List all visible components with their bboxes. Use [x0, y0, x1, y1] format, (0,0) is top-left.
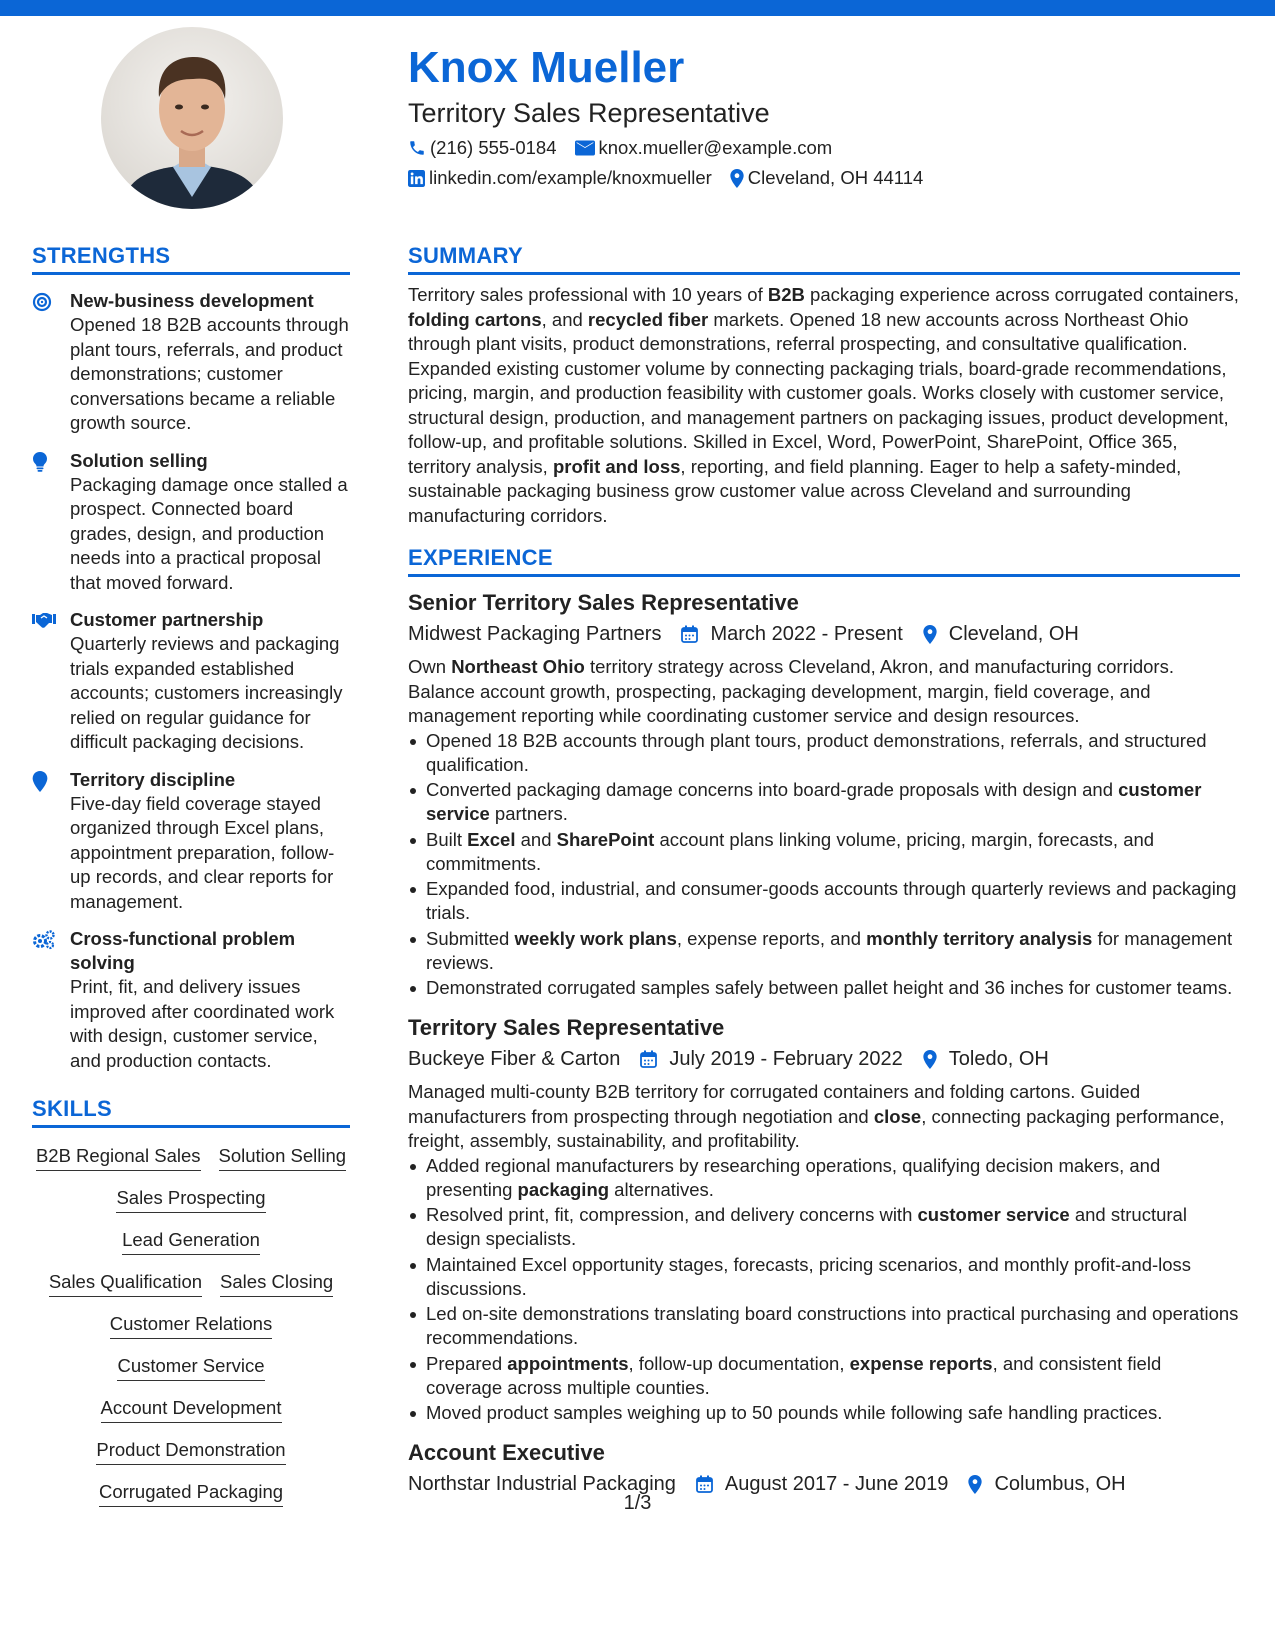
bullet-item: Converted packaging damage concerns into board-grade proposals with design and customer service partners.: [408, 778, 1240, 826]
skill-tag: Sales Prospecting: [116, 1186, 265, 1213]
job-dates: July 2019 - February 2022: [669, 1048, 903, 1070]
job-title: Territory Sales Representative: [408, 1015, 725, 1040]
job-company: Midwest Packaging Partners: [408, 623, 662, 645]
candidate-title: Territory Sales Representative: [408, 98, 770, 128]
job-bullets: [408, 729, 1240, 1001]
skill-tag: Sales Qualification: [49, 1270, 202, 1297]
email-icon: [575, 140, 595, 156]
job-location: Cleveland, OH: [948, 623, 1079, 645]
strength-title: Customer partnership: [70, 609, 264, 630]
phone-contact[interactable]: [408, 136, 557, 160]
strength-title: Solution selling: [70, 449, 208, 471]
strength-title: Cross-functional problem solving: [70, 928, 296, 973]
map-pin-icon: [730, 169, 744, 188]
strength-title: New-business development: [70, 290, 314, 311]
location-contact: [730, 166, 924, 190]
strength-desc: Print, fit, and delivery issues improved after coordinated work with design, customer service, and production contacts.: [70, 976, 335, 1071]
skills-list: [32, 1144, 350, 1507]
linkedin-text: linkedin.com/example/knoxmueller: [429, 167, 712, 188]
job-dates: August 2017 - June 2019: [724, 1473, 949, 1495]
job-title: Account Executive: [408, 1440, 605, 1465]
bullet-item: Maintained Excel opportunity stages, forecasts, pricing scenarios, and monthly profit-and-loss discussions.: [408, 1253, 1240, 1301]
skill-tag: Product Demonstration: [96, 1438, 285, 1465]
skill-tag: Customer Service: [117, 1354, 264, 1381]
map-pin-icon: [923, 1050, 937, 1069]
summary-text: Territory sales professional with 10 years of B2B packaging experience across corrugated containers, folding cartons, and recycled fiber markets. Opened 18 new accounts across Northeast Ohio through plant visits, product demonstrations, referral prospecting, and consultative qualification. Expanded existing customer volume by connecting packaging trials, board-grade recommendations, pricing, margin, and production feasibility with customer goals. Works closely with customer service, structural design, production, and management partners on packaging issues, product development, follow-up, and profitable solutions. Skilled in Excel, Word, PowerPoint, SharePoint, Office 365, territory analysis, profit and loss, reporting, and field planning. Eager to help a safety-minded, sustainable packaging business grow customer value across Cleveland and surrounding manufacturing corridors.: [408, 284, 1239, 526]
strength-desc: Packaging damage once stalled a prospect. Connected board grades, design, and production needs into a practical proposal that moved forward.: [70, 473, 348, 593]
calendar-icon: [696, 1475, 713, 1493]
bullet-item: Expanded food, industrial, and consumer-goods accounts through quarterly reviews and packaging trials.: [408, 877, 1240, 925]
handshake-icon: [32, 611, 56, 629]
bullet-item: Submitted weekly work plans, expense reports, and monthly territory analysis for management reviews.: [408, 927, 1240, 975]
skill-tag: B2B Regional Sales: [36, 1144, 201, 1171]
skill-tag: Account Development: [101, 1396, 282, 1423]
strength-desc: Quarterly reviews and packaging trials expanded established accounts; customers increasingly relied on regular guidance for difficult packaging decisions.: [70, 633, 343, 752]
skill-tag: Corrugated Packaging: [99, 1480, 283, 1507]
phone-text: (216) 555-0184: [430, 137, 557, 158]
strength-item: [32, 449, 350, 596]
bullet-item: Resolved print, fit, compression, and delivery concerns with customer service and structural design specialists.: [408, 1203, 1240, 1251]
page-number: 1/3: [623, 1492, 652, 1514]
strength-title: Territory discipline: [70, 768, 236, 790]
experience-heading: EXPERIENCE: [408, 544, 1240, 577]
skill-tag: Sales Closing: [220, 1270, 333, 1297]
contact-row-2: [408, 166, 1238, 190]
strength-desc: Five-day field coverage stayed organized through Excel plans, appointment preparation, follow-up records, and clear reports for management.: [70, 792, 335, 912]
top-accent-bar: [0, 0, 1275, 16]
job-company: Buckeye Fiber & Carton: [408, 1048, 621, 1070]
lightbulb-icon: [32, 452, 48, 472]
email-text: knox.mueller@example.com: [598, 137, 833, 158]
strength-item: [32, 768, 350, 915]
location-text: Cleveland, OH 44114: [747, 167, 924, 188]
job-entry: [408, 1439, 1240, 1497]
bullet-item: Demonstrated corrugated samples safely between pallet height and 36 inches for customer teams.: [408, 976, 1240, 1000]
job-company: Northstar Industrial Packaging: [408, 1473, 676, 1495]
summary-heading: SUMMARY: [408, 242, 1240, 275]
bullet-item: Moved product samples weighing up to 50 pounds while following safe handling practices.: [408, 1401, 1240, 1425]
bullet-item: Built Excel and SharePoint account plans linking volume, pricing, margin, forecasts, and commitments.: [408, 828, 1240, 876]
job-bullets: [408, 1154, 1240, 1426]
skill-tag: Solution Selling: [219, 1144, 347, 1171]
job-meta: [408, 1046, 1240, 1072]
skill-tag: Customer Relations: [110, 1312, 272, 1339]
strengths-list: [32, 289, 350, 1073]
job-description: Managed multi-county B2B territory for corrugated containers and folding cartons. Guided manufacturers from prospecting through negotiation and close, connecting packaging performance, freight, assembly, sustainability, and profitability.: [408, 1081, 1225, 1151]
target-icon: [32, 292, 52, 312]
linkedin-contact[interactable]: [408, 166, 712, 190]
gears-icon: [32, 930, 56, 950]
job-meta: [408, 621, 1240, 647]
bullet-item: Prepared appointments, follow-up documentation, expense reports, and consistent field coverage across multiple counties.: [408, 1352, 1240, 1400]
calendar-icon: [681, 625, 698, 643]
strength-desc: Opened 18 B2B accounts through plant tours, referrals, and product demonstrations; customer conversations became a reliable growth source.: [70, 314, 349, 433]
profile-photo: [101, 27, 283, 209]
job-location: Toledo, OH: [948, 1048, 1049, 1070]
bullet-item: Opened 18 B2B accounts through plant tours, product demonstrations, referrals, and structured qualification.: [408, 729, 1240, 777]
bullet-item: Added regional manufacturers by researching operations, qualifying decision makers, and presenting packaging alternatives.: [408, 1154, 1240, 1202]
job-location: Columbus, OH: [994, 1473, 1126, 1495]
strength-item: [32, 608, 350, 755]
email-contact[interactable]: [575, 136, 833, 160]
job-title: Senior Territory Sales Representative: [408, 590, 799, 615]
map-pin-icon: [32, 771, 48, 792]
map-pin-icon: [968, 1475, 982, 1494]
linkedin-icon: [408, 170, 425, 187]
job-entry: [408, 589, 1240, 1000]
bullet-item: Led on-site demonstrations translating board constructions into practical purchasing and operations recommendations.: [408, 1302, 1240, 1350]
left-column: [32, 242, 350, 1522]
contact-row-1: [408, 136, 1238, 160]
strength-item: [32, 289, 350, 436]
calendar-icon: [640, 1050, 657, 1068]
skills-heading: SKILLS: [32, 1095, 350, 1128]
strength-item: [32, 927, 350, 1073]
strengths-heading: STRENGTHS: [32, 242, 350, 275]
job-description: Own Northeast Ohio territory strategy across Cleveland, Akron, and manufacturing corridors. Balance account growth, prospecting, packaging development, margin, field coverage, and management reporting while coordinating customer service and design resources.: [408, 656, 1174, 726]
job-entry: [408, 1014, 1240, 1425]
phone-icon: [408, 139, 426, 157]
job-dates: March 2022 - Present: [710, 623, 903, 645]
right-column: [408, 242, 1240, 1497]
candidate-name: Knox Mueller: [408, 43, 685, 92]
skill-tag: Lead Generation: [122, 1228, 260, 1255]
map-pin-icon: [923, 625, 937, 644]
resume-header: [408, 42, 1238, 190]
